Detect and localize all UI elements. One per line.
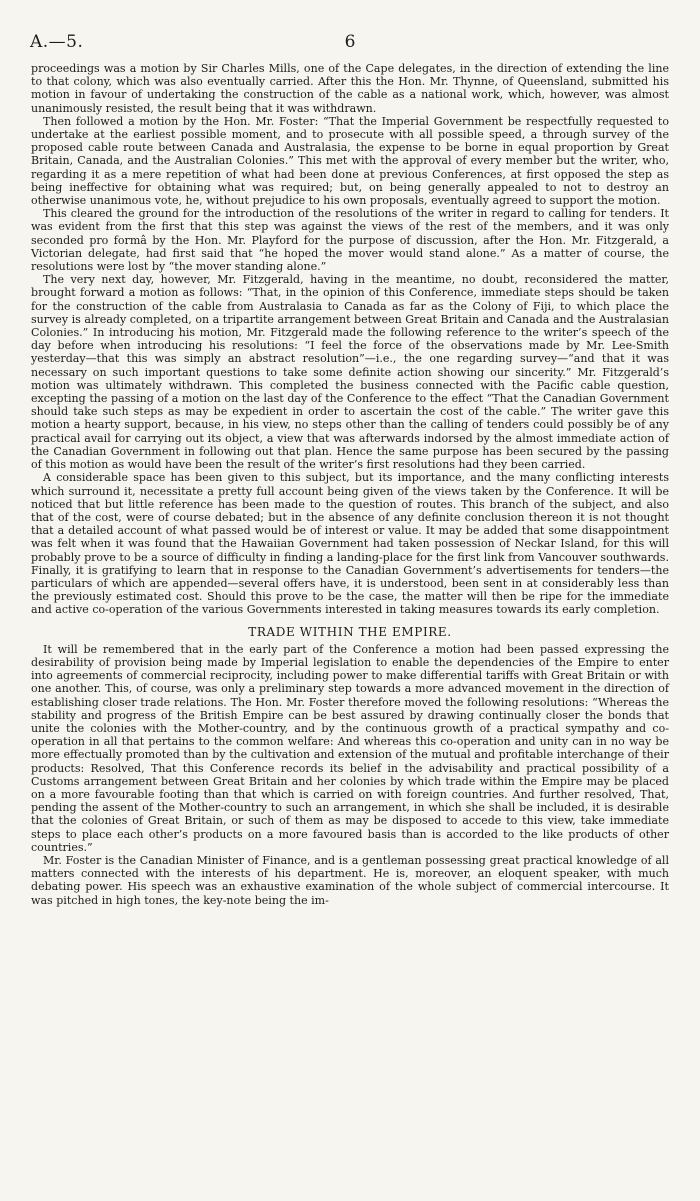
paragraph: The very next day, however, Mr. Fitzgerald, having in the meantime, no doubt, reconsidered the matter, brought forward a motion as follows: “That, in the opinion of this Conference, immediate steps should be taken for the construction of the cable from Australasia to Canada as far as the Colony of Fiji, to which place the survey is already completed, on a tripartite arrangement between Great Britain and Canada and the Australasian Colonies.” In introducing his motion, Mr. Fitzgerald made the following reference to the writer’s speech of the day before when introducing his resolutions: “I feel the force of the observations made by Mr. Lee-Smith yesterday—that this was simply an abstract resolution”—i.e., the one regarding survey—“and that it was necessary on such important questions to take some definite action showing our sincerity.” Mr. Fitzgerald’s motion was ultimately withdrawn. This completed the business connected with the Pacific cable question, excepting the passing of a motion on the last day of the Conference to the effect “That the Canadian Government should take such steps as may be expedient in order to ascertain the cost of the cable.” The writer gave this motion a hearty support, because, in his view, no steps other than the calling of tenders could possibly be of any practical avail for carrying out its object, a view that was afterwards indorsed by the almost immediate action of the Canadian Government in following out that plan. Hence the same purpose has been secured by the passing of this motion as would have been the result of the writer’s first resolutions had they been carried. (31, 273, 669, 472)
section-heading: TRADE WITHIN THE EMPIRE. (248, 624, 452, 639)
body-text (31, 62, 669, 907)
paragraph: Mr. Foster is the Canadian Minister of Finance, and is a gentleman possessing great practical knowledge of all matters connected with the interests of his department. He is, moreover, an eloquent speaker, with much debating power. His speech was an exhaustive examination of the whole subject of commercial intercourse. It was pitched in high tones, the key-note being the im- (31, 853, 669, 907)
paragraph: This cleared the ground for the introduction of the resolutions of the writer in regard to calling for tenders. It was evident from the first that this step was against the views of the rest of the members, and it was only seconded pro formâ by the Hon. Mr. Playford for the purpose of discussion, after the Hon. Mr. Fitzgerald, a Victorian delegate, had first said that “he hoped the mover would stand alone.” As a matter of course, the resolutions were lost by “the mover standing alone.” (31, 207, 669, 274)
document-reference: A.—5. (30, 32, 84, 52)
paragraph: Then followed a motion by the Hon. Mr. Foster: “That the Imperial Government be respectfully requested to undertake at the earliest possible moment, and to prosecute with all possible speed, a through survey of the proposed cable route between Canada and Australasia, the expense to be borne in equal proportion by Great Britain, Canada, and the Australian Colonies.” This met with the approval of every member but the writer, who, regarding it as a mere repetition of what had been done at previous Conferences, at first opposed the step as being ineffective for obtaining what was required; but, on being generally appealed to not to destroy an otherwise unanimous vote, he, without prejudice to his own proposals, eventually agreed to support the motion. (31, 114, 669, 208)
page-number: 6 (344, 32, 356, 52)
paragraph: proceedings was a motion by Sir Charles Mills, one of the Cape delegates, in the direction of extending the line to that colony, which was also eventually carried. After this the Hon. Mr. Thynne, of Queensland, submitted his motion in favour of undertaking the construction of the cable as a national work, which, however, was almost unanimously resisted, the result being that it was withdrawn. (31, 62, 669, 115)
paragraph: A considerable space has been given to this subject, but its importance, and the many conflicting interests which surround it, necessitate a pretty full account being given of the views taken by the Conference. It will be noticed that but little reference has been made to the question of routes. This branch of the subject, and also that of the cost, were of course debated; but in the absence of any definite conclusion thereon it is not thought that a detailed account of what passed would be of interest or value. It may be added that some disappointment was felt when it was found that the Hawaiian Government had taken possession of Neckar Island, for this will probably prove to be a source of difficulty in finding a landing-place for the first link from Vancouver southwards. Finally, it is gratifying to learn that in response to the Canadian Government’s advertisements for tenders—the particulars of which are appended—several offers have, it is understood, been sent in at considerably less than the previously estimated cost. Should this prove to be the case, the matter will then be ripe for the immediate and active co-operation of the various Governments interested in taking measures towards its early completion. (31, 471, 669, 617)
page-header (30, 32, 670, 56)
paragraph: It will be remembered that in the early part of the Conference a motion had been passed expressing the desirability of provision being made by Imperial legislation to enable the dependencies of the Empire to enter into agreements of commercial reciprocity, including power to make differential tariffs with Great Britain or with one another. This, of course, was only a preliminary step towards a more advanced movement in the direction of establishing closer trade relations. The Hon. Mr. Foster therefore moved the following resolutions: “Whereas the stability and progress of the British Empire can be best assured by drawing continually closer the bonds that unite the colonies with the Mother-country, and by the continuous growth of a practical sympathy and co-operation in all that pertains to the common welfare: And whereas this co-operation and unity can in no way be more effectually promoted than by the cultivation and extension of the mutual and profitable interchange of their products: Resolved, That this Conference records its belief in the advisability and practical possibility of a Customs arrangement between Great Britain and her colonies by which trade within the Empire may be placed on a more favourable footing than that which is carried on with foreign countries. And further resolved, That, pending the assent of the Mother-country to such an arrangement, in which she shall be included, it is desirable that the colonies of Great Britain, or such of them as may be disposed to accede to this view, take immediate steps to place each other’s products on a more favoured basis than is accorded to the like products of other countries.” (31, 642, 669, 854)
